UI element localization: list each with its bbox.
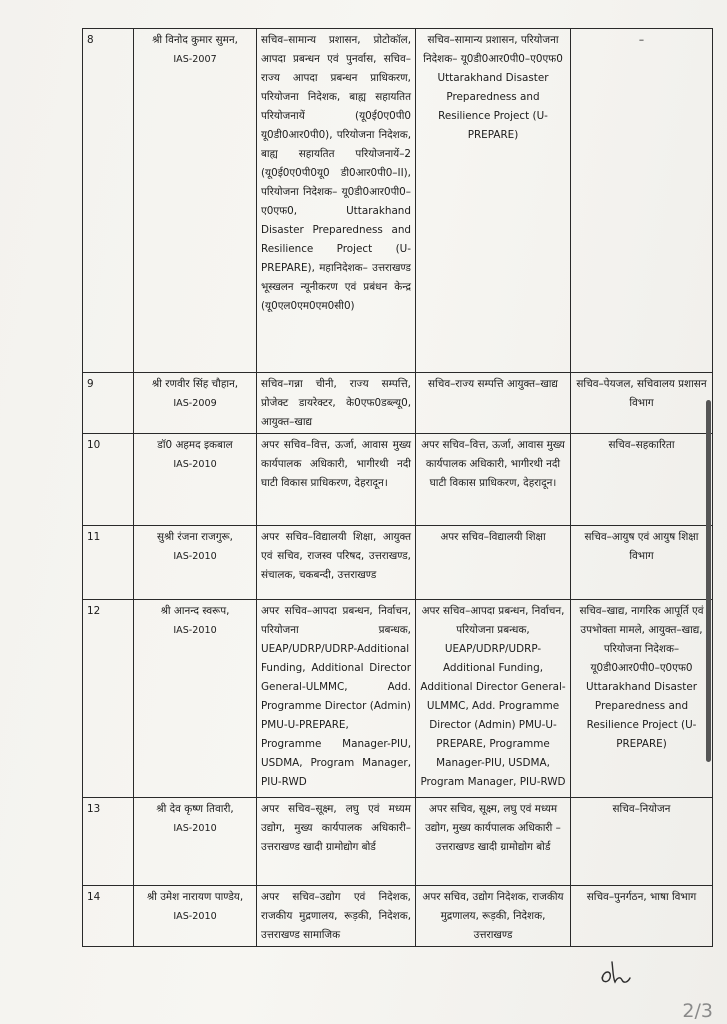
retained-posting	[416, 886, 571, 947]
table-row	[83, 798, 713, 886]
current-posting	[257, 798, 416, 886]
serial-number: 9	[83, 373, 134, 434]
retained-posting	[416, 434, 571, 526]
new-posting-text: सचिव–नियोजन	[612, 803, 671, 815]
table-row	[83, 434, 713, 526]
officer-name-cell	[134, 373, 257, 434]
officer-name: डॉ0 अहमद इकबाल	[157, 439, 233, 451]
serial-number: 8	[83, 29, 134, 373]
retained-posting	[416, 526, 571, 600]
serial-number: 12	[83, 600, 134, 798]
retained-posting	[416, 373, 571, 434]
service-batch: IAS-2010	[173, 625, 217, 636]
current-posting	[257, 434, 416, 526]
new-posting-text: –	[638, 34, 645, 46]
retained-posting	[416, 600, 571, 798]
page-indicator: 2/3	[682, 1000, 713, 1022]
officer-name: श्री देव कृष्ण तिवारी,	[156, 803, 234, 815]
new-posting	[571, 600, 713, 798]
table-row	[83, 373, 713, 434]
new-posting-text: सचिव–पुनर्गठन, भाषा विभाग	[586, 891, 697, 903]
serial-number: 14	[83, 886, 134, 947]
retained-posting-text: सचिव–सामान्य प्रशासन, परियोजना निदेशक– यू0डी0आर0पी0–ए0एफ0 Uttarakhand Disaster Preparedness and Resilience Project (U-PREPARE)	[423, 34, 563, 141]
service-batch: IAS-2010	[173, 823, 217, 834]
vertical-scrollbar[interactable]	[706, 400, 711, 762]
retained-posting-text: अपर सचिव–विद्यालयी शिक्षा	[440, 531, 546, 543]
officer-name: श्री विनोद कुमार सुमन,	[152, 34, 238, 46]
current-posting-text: अपर सचिव–सूक्ष्म, लघु एवं मध्यम उद्योग, मुख्य कार्यपालक अधिकारी–उत्तराखण्ड खादी ग्रामोद्योग बोर्ड	[261, 803, 411, 853]
new-posting	[571, 526, 713, 600]
table-row	[83, 886, 713, 947]
table-row	[83, 29, 713, 373]
current-posting-text: अपर सचिव–विद्यालयी शिक्षा, आयुक्त एवं सचिव, राजस्व परिषद, उत्तराखण्ड, संचालक, चकबन्दी, उत्तराखण्ड	[261, 531, 411, 581]
new-posting-text: सचिव–सहकारिता	[608, 439, 675, 451]
signature-initials-icon	[596, 958, 636, 988]
retained-posting	[416, 29, 571, 373]
current-posting-text: अपर सचिव–आपदा प्रबन्धन, निर्वाचन, परियोजना प्रबन्धक, UEAP/UDRP/UDRP-Additional Funding, Additional Director General-ULMMC, Add. Programme Director (Admin) PMU-U-PREPARE, Programme Manager-PIU, USDMA, Program Manager, PIU-RWD	[261, 605, 411, 788]
officer-name: श्री आनन्द स्वरूप,	[160, 605, 230, 617]
new-posting	[571, 29, 713, 373]
current-posting	[257, 600, 416, 798]
service-batch: IAS-2010	[173, 459, 217, 470]
officer-name-cell	[134, 29, 257, 373]
new-posting-text: सचिव–पेयजल, सचिवालय प्रशासन विभाग	[576, 378, 707, 409]
service-batch: IAS-2010	[173, 911, 217, 922]
new-posting	[571, 373, 713, 434]
retained-posting-text: अपर सचिव, उद्योग निदेशक, राजकीय मुद्रणालय, रूड़की, निदेशक, उत्तराखण्ड	[422, 891, 564, 941]
officer-name-cell	[134, 526, 257, 600]
new-posting-text: सचिव–आयुष एवं आयुष शिक्षा विभाग	[584, 531, 699, 562]
serial-number: 13	[83, 798, 134, 886]
current-posting	[257, 373, 416, 434]
table-row	[83, 526, 713, 600]
current-posting-text: सचिव–सामान्य प्रशासन, प्रोटोकॉल, आपदा प्रबन्धन एवं पुनर्वास, सचिव–राज्य आपदा प्रबन्धन प्राधिकरण, परियोजना निदेशक, बाह्य सहायतित परियोजनायें (यू0ई0ए0पी0 यू0डी0आर0पी0), परियोजना निदेशक, बाह्य सहायतित परियोजनायें–2 (यू0ई0ए0पी0यू0 डी0आर0पी0–II), परियोजना निदेशक– यू0डी0आर0पी0–ए0एफ0, Uttarakhand Disaster Preparedness and Resilience Project (U-PREPARE), महानिदेशक– उत्तराखण्ड भूस्खलन न्यूनीकरण एवं प्रबंधन केन्द्र (यू0एल0एम0एम0सी0)	[261, 34, 411, 312]
current-posting	[257, 29, 416, 373]
current-posting	[257, 526, 416, 600]
serial-number: 11	[83, 526, 134, 600]
current-posting	[257, 886, 416, 947]
new-posting-text: सचिव–खाद्य, नागरिक आपूर्ति एवं उपभोक्ता मामले, आयुक्त–खाद्य, परियोजना निदेशक– यू0डी0आर0पी0–ए0एफ0 Uttarakhand Disaster Preparedness and Resilience Project (U-PREPARE)	[579, 605, 704, 750]
serial-number: 10	[83, 434, 134, 526]
new-posting	[571, 886, 713, 947]
officer-name-cell	[134, 798, 257, 886]
officer-name: सुश्री रंजना राजगुरू,	[157, 531, 233, 543]
retained-posting-text: अपर सचिव–आपदा प्रबन्धन, निर्वाचन, परियोजना प्रबन्धक, UEAP/UDRP/UDRP-Additional Funding, Additional Director General-ULMMC, Add. Programme Director (Admin) PMU-U-PREPARE, Programme Manager-PIU, USDMA, Program Manager, PIU-RWD	[420, 605, 566, 788]
officer-name-cell	[134, 886, 257, 947]
officer-transfer-table	[82, 28, 713, 947]
retained-posting-text: अपर सचिव–वित्त, ऊर्जा, आवास मुख्य कार्यपालक अधिकारी, भागीरथी नदी घाटी विकास प्राधिकरण, देहरादून।	[421, 439, 565, 489]
new-posting	[571, 798, 713, 886]
officer-name-cell	[134, 434, 257, 526]
current-posting-text: सचिव–गन्ना चीनी, राज्य सम्पत्ति, प्रोजेक्ट डायरेक्टर, के0एफ0डब्ल्यू0, आयुक्त–खाद्य	[261, 378, 411, 428]
service-batch: IAS-2007	[173, 54, 217, 65]
retained-posting-text: अपर सचिव, सूक्ष्म, लघु एवं मध्यम उद्योग, मुख्य कार्यपालक अधिकारी –उत्तराखण्ड खादी ग्रामोद्योग बोर्ड	[425, 803, 561, 853]
new-posting	[571, 434, 713, 526]
current-posting-text: अपर सचिव–उद्योग एवं निदेशक, राजकीय मुद्रणालय, रूड़की, निदेशक, उत्तराखण्ड सामाजिक	[261, 891, 411, 941]
officer-name: श्री रणवीर सिंह चौहान,	[151, 378, 239, 390]
table-row	[83, 600, 713, 798]
officer-name: श्री उमेश नारायण पाण्डेय,	[146, 891, 244, 903]
retained-posting-text: सचिव–राज्य सम्पत्ति आयुक्त–खाद्य	[428, 378, 558, 390]
retained-posting	[416, 798, 571, 886]
service-batch: IAS-2009	[173, 398, 217, 409]
service-batch: IAS-2010	[173, 551, 217, 562]
current-posting-text: अपर सचिव–वित्त, ऊर्जा, आवास मुख्य कार्यपालक अधिकारी, भागीरथी नदी घाटी विकास प्राधिकरण, देहरादून।	[261, 439, 411, 489]
officer-name-cell	[134, 600, 257, 798]
